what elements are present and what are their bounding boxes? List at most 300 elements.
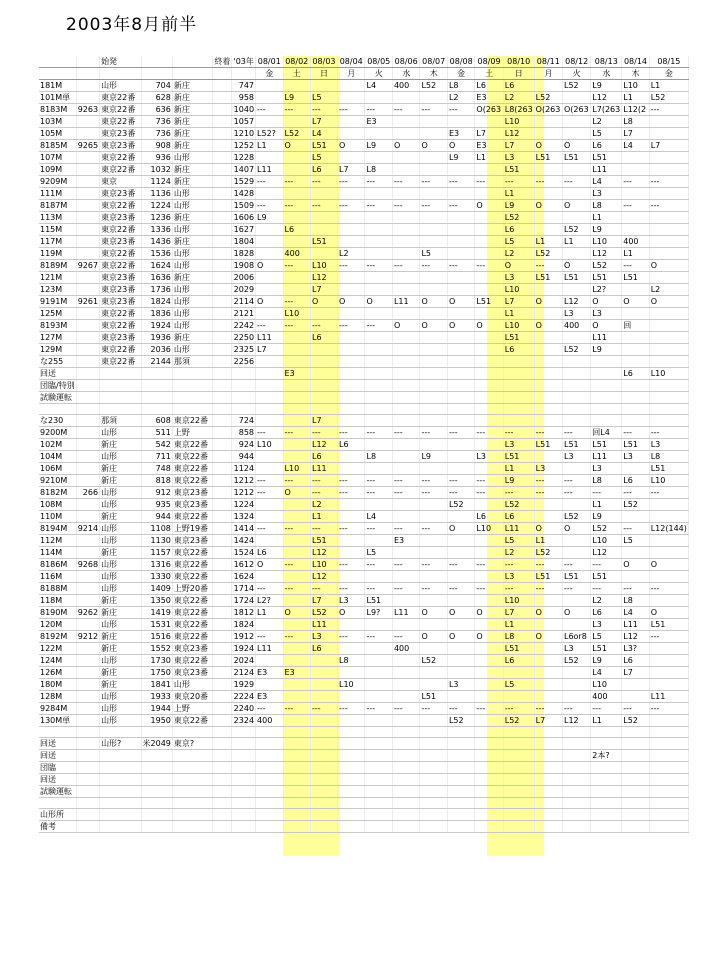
section-spacer	[39, 727, 689, 738]
table-row-cell: 106M	[39, 463, 76, 475]
table-row-cell	[447, 809, 474, 821]
table-row-cell	[420, 308, 447, 320]
table-row	[39, 200, 689, 212]
table-row-cell	[100, 774, 141, 786]
table-row-cell	[365, 821, 392, 833]
table-row-cell: ---	[591, 559, 622, 571]
spacer-cell	[534, 727, 562, 738]
table-row-cell: 118M	[39, 595, 76, 607]
table-row-cell: 2324	[233, 716, 255, 725]
table-row-cell	[534, 80, 562, 92]
table-row-cell	[365, 750, 392, 762]
table-row-cell: 1552	[141, 643, 172, 655]
table-row-cell: L2?	[256, 595, 283, 607]
table-row-cell	[534, 284, 562, 296]
table-row-cell: O	[534, 296, 562, 308]
table-row	[39, 332, 689, 344]
table-row-cell: L51	[591, 571, 622, 583]
table-row-cell	[392, 571, 419, 583]
table-row-cell	[338, 380, 365, 392]
table-row-cell: L5	[503, 679, 534, 691]
table-row	[39, 164, 689, 176]
table-row-cell: L7	[622, 667, 649, 679]
table-row-cell: 818	[141, 475, 172, 487]
table-row-cell: 105M	[39, 128, 76, 140]
table-row-cell	[420, 762, 447, 774]
table-row	[39, 284, 689, 296]
table-row-cell	[338, 212, 365, 224]
table-row	[39, 308, 689, 320]
table-row-cell	[311, 380, 338, 392]
table-row-cell	[562, 762, 590, 774]
table-row-cell: 1624	[141, 260, 172, 272]
table-row-cell: L5	[503, 535, 534, 547]
table-row-cell: ---	[562, 487, 590, 499]
table-row-cell: ---	[562, 475, 590, 487]
table-row-cell	[213, 643, 232, 655]
table-row-cell	[338, 284, 365, 296]
table-row-cell: ---	[256, 200, 283, 212]
spacer-cell	[76, 798, 99, 809]
table-row-cell	[534, 679, 562, 691]
table-row-cell: L7	[311, 284, 338, 296]
spacer-cell	[76, 404, 99, 415]
table-row-cell	[338, 80, 365, 92]
table-row-cell: E3	[365, 116, 392, 128]
table-row-cell	[447, 332, 474, 344]
table-row	[39, 535, 689, 547]
table-row-cell	[475, 380, 503, 392]
table-row-cell	[213, 392, 232, 404]
spacer-cell	[172, 798, 212, 809]
table-row-cell: ---	[420, 475, 447, 487]
table-row-cell	[172, 380, 212, 392]
table-row-cell: 2325	[233, 345, 255, 354]
table-row-cell	[76, 320, 99, 332]
table-row-cell: O	[447, 320, 474, 332]
table-row-cell: L7	[622, 128, 649, 140]
table-row-cell: E3	[475, 140, 503, 152]
table-row-cell	[420, 236, 447, 248]
table-row-cell: 1912	[233, 632, 255, 641]
table-row-cell: 東京23番	[100, 332, 141, 344]
table-row-cell	[562, 368, 590, 380]
table-row-cell: 1933	[141, 691, 172, 703]
table-row-cell: L3	[591, 188, 622, 200]
table-row-cell	[76, 511, 99, 523]
table-row-cell	[475, 774, 503, 786]
table-row-cell	[420, 463, 447, 475]
table-row-cell	[100, 821, 141, 833]
table-row-cell: 400	[562, 320, 590, 332]
table-row-cell: ---	[534, 475, 562, 487]
table-row-cell: L10	[256, 439, 283, 451]
table-row-cell: O	[420, 631, 447, 643]
table-row-cell: L5	[311, 92, 338, 104]
table-row-cell	[76, 703, 99, 715]
table-row-cell	[447, 547, 474, 559]
table-row-cell	[420, 821, 447, 833]
table-row-cell: L12(144)	[650, 524, 687, 533]
table-row-cell: L7	[256, 344, 283, 356]
table-row-cell: 新庄	[172, 116, 212, 128]
table-row-cell: 858	[232, 427, 256, 439]
table-row-cell	[534, 750, 562, 762]
table-row-cell	[338, 188, 365, 200]
table-row-cell	[256, 571, 283, 583]
table-row-cell	[365, 535, 392, 547]
table-row-cell	[256, 738, 283, 750]
table-row-cell	[392, 368, 419, 380]
table-row-cell: E3	[283, 368, 310, 380]
table-row-cell: L9	[591, 224, 622, 236]
table-row-cell	[256, 511, 283, 523]
table-row-cell: O	[283, 487, 310, 499]
table-row-cell: L52	[649, 92, 688, 104]
table-row-cell: L1	[503, 619, 534, 631]
table-row	[39, 320, 689, 332]
table-row-cell	[447, 272, 474, 284]
table-row-cell: L10	[649, 368, 688, 380]
table-row-cell: L3	[503, 439, 534, 451]
table-row-cell	[503, 356, 534, 368]
table-row-cell: 新庄	[172, 236, 212, 248]
table-row	[39, 750, 689, 762]
table-row-cell: L6	[622, 655, 649, 667]
table-row-cell	[534, 655, 562, 667]
table-row-cell: L52	[534, 248, 562, 260]
table-row-cell	[365, 415, 392, 427]
table-row-cell: 新庄	[100, 463, 141, 475]
table-row-cell	[475, 188, 503, 200]
table-row-cell	[534, 511, 562, 523]
weekday-row-cell: 土	[475, 68, 503, 80]
table-row-cell: ---	[338, 475, 365, 487]
table-row-cell	[213, 631, 232, 643]
table-row-cell	[420, 619, 447, 631]
table-row-cell: 東京23番	[100, 128, 141, 140]
table-row-cell: 1224	[233, 500, 255, 509]
table-row-cell: L3	[311, 631, 338, 643]
table-row-cell: 1612	[233, 560, 255, 569]
table-row-cell	[283, 212, 310, 224]
table-row-cell: 736	[141, 128, 172, 140]
table-row-cell: L6	[338, 439, 365, 451]
table-row	[39, 104, 689, 116]
table-row-cell	[283, 786, 310, 798]
table-row-cell	[534, 809, 562, 821]
table-row-cell: L4	[591, 176, 622, 188]
table-row-cell	[420, 212, 447, 224]
table-row-cell	[256, 762, 283, 774]
table-row-cell	[100, 380, 141, 392]
weekday-row-cell: 水	[591, 68, 622, 80]
table-row-cell	[311, 224, 338, 236]
table-row-cell	[256, 821, 283, 833]
table-row	[39, 595, 689, 607]
table-row-cell	[447, 308, 474, 320]
table-row-cell: 2240	[233, 704, 255, 713]
table-row-cell	[649, 128, 688, 140]
table-row-cell	[232, 821, 256, 833]
table-row-cell: 山形	[172, 344, 212, 356]
table-row-cell: L8	[447, 80, 474, 92]
table-row-cell: L11	[311, 619, 338, 631]
table-row-cell	[338, 774, 365, 786]
table-row	[39, 607, 689, 619]
table-row-cell	[365, 439, 392, 451]
table-row-cell	[649, 715, 688, 727]
table-row-cell	[365, 392, 392, 404]
table-row-cell: O	[562, 200, 590, 212]
table-row-cell	[649, 738, 688, 750]
weekday-row-cell: 金	[649, 68, 688, 80]
table-row-cell: L51	[562, 152, 590, 164]
table-row-cell	[420, 272, 447, 284]
table-row-cell: L52	[420, 80, 447, 92]
table-row-cell: 東京23番	[100, 188, 141, 200]
header-row-cell: 08/13	[591, 56, 622, 68]
table-row-cell: L8	[591, 475, 622, 487]
table-row-cell: ---	[503, 559, 534, 571]
spacer-cell	[475, 404, 503, 415]
table-row-cell: L7	[338, 164, 365, 176]
table-row-cell	[213, 415, 232, 427]
table-row-cell: ---	[365, 475, 392, 487]
table-row-cell: 542	[141, 439, 172, 451]
table-row-cell	[232, 786, 256, 798]
table-row-cell: O(263	[534, 104, 562, 116]
table-row-cell: L1	[503, 463, 534, 475]
table-row-cell	[447, 738, 474, 750]
header-row-cell: 08/10	[503, 56, 534, 68]
table-row-cell	[503, 809, 534, 821]
table-row-cell	[562, 128, 590, 140]
table-row	[39, 176, 689, 188]
table-row-cell: 1529	[233, 177, 255, 186]
table-row-cell	[534, 164, 562, 176]
table-row-cell: 東京22番	[172, 547, 212, 559]
table-row-cell: ---	[447, 427, 474, 439]
table-row	[39, 631, 689, 643]
weekday-row-cell: 金	[256, 68, 283, 80]
table-row-cell	[338, 786, 365, 798]
table-row	[39, 463, 689, 475]
table-row-cell: L3	[503, 272, 534, 284]
table-row-cell	[100, 750, 141, 762]
table-row-cell	[76, 583, 99, 595]
table-row-cell	[622, 679, 649, 691]
table-row-cell: L52	[311, 607, 338, 619]
spacer-cell	[365, 798, 392, 809]
table-row-cell	[283, 188, 310, 200]
spacer-cell	[420, 727, 447, 738]
table-row-cell: L12(2	[622, 104, 649, 116]
table-row-cell	[76, 92, 99, 104]
weekday-row-cell	[213, 68, 232, 80]
table-row-cell	[420, 392, 447, 404]
table-row-cell	[283, 691, 310, 703]
table-row-cell	[365, 236, 392, 248]
table-row-cell: ---	[365, 176, 392, 188]
table-row-cell: 東京22番	[172, 439, 212, 451]
table-row-cell: 東京22番	[100, 344, 141, 356]
table-row-cell: O	[311, 296, 338, 308]
table-row-cell: L51	[503, 164, 534, 176]
table-row-cell: 山形	[172, 200, 212, 212]
table-row-cell: 1057	[233, 117, 255, 126]
table-row-cell	[338, 511, 365, 523]
spacer-cell	[475, 798, 503, 809]
table-row-cell	[447, 116, 474, 128]
table-row-cell: 924	[232, 439, 256, 451]
table-row-cell: L2	[591, 595, 622, 607]
table-row-cell	[213, 104, 232, 116]
table-row-cell	[256, 415, 283, 427]
weekday-row-cell: 日	[311, 68, 338, 80]
table-row-cell	[392, 667, 419, 679]
table-row-cell	[338, 308, 365, 320]
table-row-cell	[311, 356, 338, 368]
table-row-cell	[172, 368, 212, 380]
table-row-cell: 2本?	[591, 750, 622, 762]
table-row-cell	[283, 272, 310, 284]
table-row-cell: ---	[562, 583, 590, 595]
table-row-cell: ---	[311, 475, 338, 487]
table-row-cell: L11	[311, 463, 338, 475]
table-row-cell: 724	[232, 415, 256, 427]
table-row-cell: L6	[256, 547, 283, 559]
table-row-cell: L1	[591, 212, 622, 224]
table-row-cell	[392, 308, 419, 320]
table-row-cell	[365, 774, 392, 786]
table-row-cell: ---	[392, 427, 419, 439]
table-row	[39, 80, 689, 92]
table-row-cell: ---	[475, 260, 503, 272]
table-row-cell	[256, 451, 283, 463]
table-row-cell: 1812	[233, 608, 255, 617]
table-row-cell	[420, 128, 447, 140]
table-row-cell: L9	[503, 475, 534, 487]
table-row-cell	[213, 679, 232, 691]
table-row-cell	[447, 344, 474, 356]
table-row-cell: ---	[365, 320, 392, 332]
table-row-cell	[338, 571, 365, 583]
table-row-cell	[365, 499, 392, 511]
table-row-cell: O	[256, 260, 283, 272]
table-row-cell: L51	[534, 439, 562, 451]
table-row-cell: L3?	[622, 643, 649, 655]
table-row-cell: 東京22番	[100, 248, 141, 260]
table-row-cell	[562, 332, 590, 344]
table-row-cell	[447, 511, 474, 523]
table-row-cell	[311, 212, 338, 224]
table-row-cell	[213, 475, 232, 487]
table-row-cell: 2256	[233, 357, 255, 366]
table-row-cell: 8182M	[39, 487, 76, 499]
table-row-cell: 912	[141, 487, 172, 499]
table-row-cell: 908	[141, 140, 172, 152]
table-row-cell	[649, 667, 688, 679]
spacer-cell	[213, 404, 232, 415]
table-row-cell: 東京	[100, 176, 141, 188]
table-row-cell: 125M	[39, 308, 76, 320]
table-row-cell	[76, 738, 99, 750]
table-row-cell	[76, 80, 99, 92]
table-row-cell	[213, 272, 232, 284]
table-row-cell: 山形	[172, 152, 212, 164]
table-row-cell: 1536	[141, 248, 172, 260]
table-row-cell: L6	[503, 80, 534, 92]
table-row-cell	[365, 308, 392, 320]
table-row-cell: ---	[534, 583, 562, 595]
table-row-cell: 1908	[233, 261, 255, 270]
table-row-cell: 新庄	[100, 439, 141, 451]
table-row-cell	[283, 152, 310, 164]
table-row-cell	[591, 774, 622, 786]
table-row-cell	[213, 296, 232, 308]
table-row-cell	[256, 188, 283, 200]
spacer-cell	[562, 727, 590, 738]
table-row-cell	[534, 212, 562, 224]
table-row-cell: ---	[392, 104, 419, 116]
table-row-cell	[213, 511, 232, 523]
table-row-cell: 711	[141, 451, 172, 463]
table-row	[39, 380, 689, 392]
table-row-cell	[420, 152, 447, 164]
table-row-cell: ---	[447, 176, 474, 188]
table-row-cell: O	[447, 631, 474, 643]
table-row-cell	[447, 224, 474, 236]
table-row-cell: ---	[338, 583, 365, 595]
table-row-cell	[365, 284, 392, 296]
table-row-cell: ---	[311, 583, 338, 595]
table-row-cell	[172, 750, 212, 762]
header-row-cell: 08/04	[338, 56, 365, 68]
table-row-cell: 944	[232, 451, 256, 463]
table-row-cell: L12	[311, 547, 338, 559]
table-row-cell	[475, 821, 503, 833]
table-row-cell	[365, 667, 392, 679]
header-row-cell: 08/06	[392, 56, 419, 68]
table-row-cell: ---	[338, 523, 365, 535]
table-row-cell: 108M	[39, 499, 76, 511]
table-row-cell: L10	[503, 284, 534, 296]
table-row-cell	[503, 786, 534, 798]
table-row-cell: 1212	[233, 476, 255, 485]
table-row-cell: ---	[420, 427, 447, 439]
table-row-cell: L7	[311, 116, 338, 128]
table-row-cell	[649, 116, 688, 128]
table-row-cell: L3	[338, 595, 365, 607]
table-row-cell	[562, 248, 590, 260]
table-row-cell: ---	[534, 559, 562, 571]
table-row-cell: 8194M	[39, 523, 76, 535]
table-row-cell	[562, 212, 590, 224]
table-row-cell: L8	[365, 164, 392, 176]
table-row-cell	[649, 308, 688, 320]
table-row-cell	[649, 547, 688, 559]
spacer-cell	[534, 404, 562, 415]
table-row-cell: O	[534, 607, 562, 619]
table-row-cell: L10	[591, 535, 622, 547]
table-row-cell	[232, 380, 256, 392]
table-row-cell	[338, 368, 365, 380]
table-row-cell	[172, 774, 212, 786]
table-row-cell: ---	[622, 427, 649, 439]
table-row	[39, 260, 689, 272]
table-row-cell	[649, 511, 688, 523]
